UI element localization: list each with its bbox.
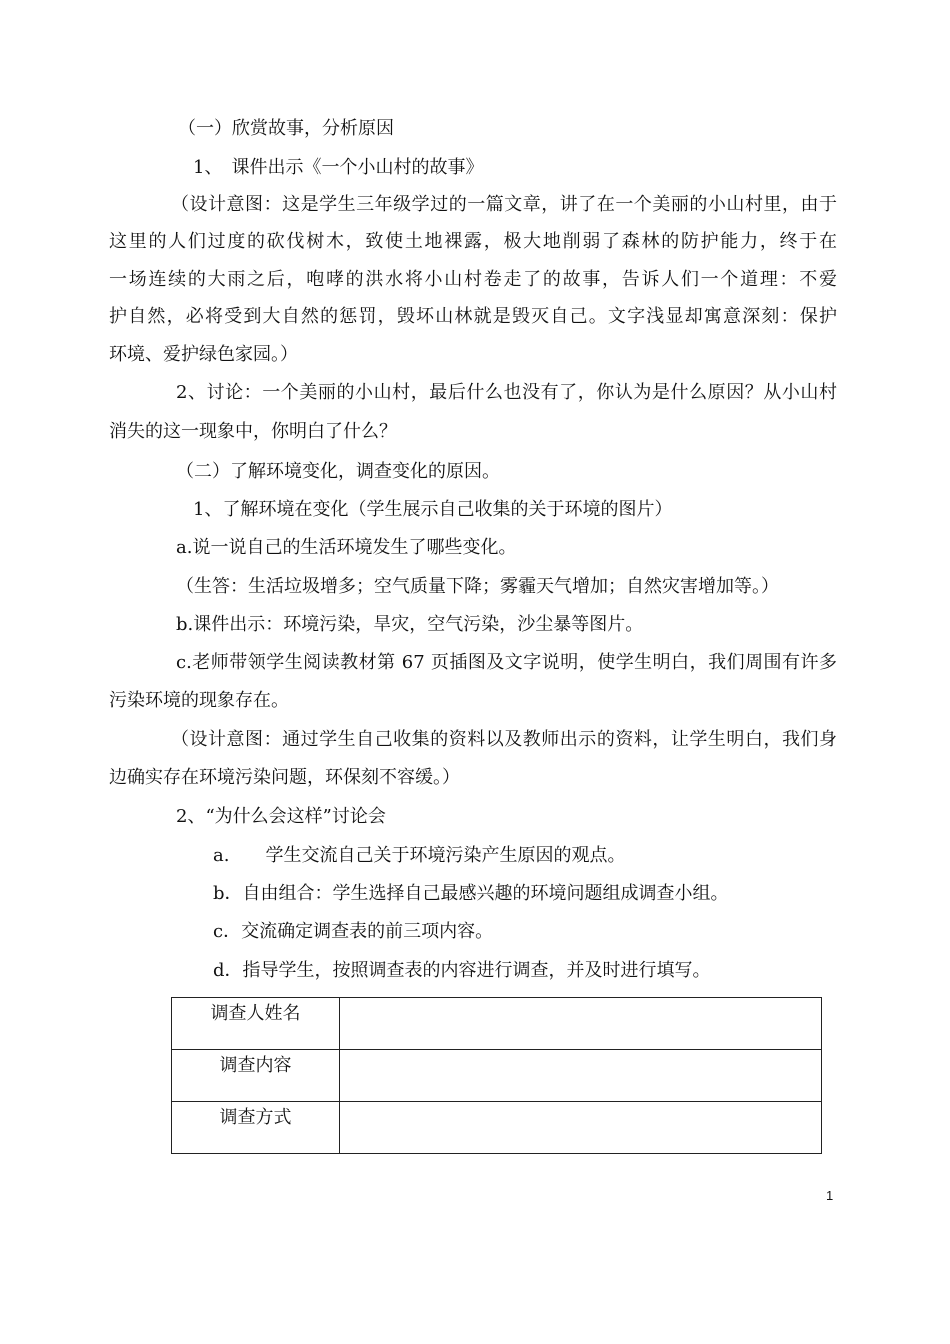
survey-table: [171, 997, 822, 1154]
list-item: 1、了解环境在变化（学生展示自己收集的关于环境的图片）: [193, 499, 673, 520]
table-row: [172, 1050, 822, 1102]
list-item: d．指导学生，按照调查表的内容进行调查，并及时进行填写。: [213, 960, 711, 981]
paragraph-line: 边确实存在环境污染问题，环保刻不容缓。）: [109, 767, 460, 788]
paragraph-line: （生答：生活垃圾增多；空气质量下降；雾霾天气增加；自然灾害增加等。）: [176, 576, 779, 597]
table-cell-value[interactable]: [340, 998, 822, 1050]
paragraph-line: 护自然，必将受到大自然的惩罚，毁坏山林就是毁灭自己。文字浅显却寓意深刻：保护: [109, 306, 837, 327]
list-item: b．自由组合：学生选择自己最感兴趣的环境问题组成调查小组。: [213, 883, 729, 904]
table-row: [172, 998, 822, 1050]
list-item: a. 学生交流自己关于环境污染产生原因的观点。: [213, 845, 626, 866]
paragraph-line: （设计意图：通过学生自己收集的资料以及教师出示的资料，让学生明白，我们身: [171, 729, 837, 750]
list-item: c．交流确定调查表的前三项内容。: [213, 921, 494, 942]
list-item: b.课件出示：环境污染，旱灾，空气污染，沙尘暴等图片。: [176, 614, 644, 635]
section-heading-1: （一）欣赏故事，分析原因: [178, 118, 394, 139]
table-cell-label: 调查方式: [172, 1102, 340, 1154]
paragraph-line: c.老师带领学生阅读教材第 67 页插图及文字说明，使学生明白，我们周围有许多: [176, 652, 837, 673]
list-item: 2、“为什么会这样”讨论会: [176, 806, 386, 827]
table-cell-label: 调查内容: [172, 1050, 340, 1102]
paragraph-line: 2、讨论：一个美丽的小山村，最后什么也没有了，你认为是什么原因？从小山村: [176, 382, 837, 403]
table-cell-label: 调查人姓名: [172, 998, 340, 1050]
paragraph-line: 消失的这一现象中，你明白了什么？: [109, 421, 397, 442]
list-item: a.说一说自己的生活环境发生了哪些变化。: [176, 537, 517, 558]
paragraph-line: 环境、爱护绿色家园。）: [109, 344, 298, 365]
paragraph-line: 这里的人们过度的砍伐树木，致使土地裸露，极大地削弱了森林的防护能力，终于在: [109, 231, 837, 252]
paragraph-line: （设计意图：这是学生三年级学过的一篇文章，讲了在一个美丽的小山村里，由于: [171, 194, 837, 215]
table-row: [172, 1102, 822, 1154]
paragraph-line: 一场连续的大雨之后，咆哮的洪水将小山村卷走了的故事，告诉人们一个道理：不爱: [109, 269, 837, 290]
page-number: 1: [826, 1188, 834, 1203]
table-cell-value[interactable]: [340, 1050, 822, 1102]
paragraph-line: 污染环境的现象存在。: [109, 690, 289, 711]
table-cell-value[interactable]: [340, 1102, 822, 1154]
section-heading-2: （二）了解环境变化，调查变化的原因。: [176, 461, 500, 482]
list-item: 1、 课件出示《一个小山村的故事》: [193, 157, 484, 178]
